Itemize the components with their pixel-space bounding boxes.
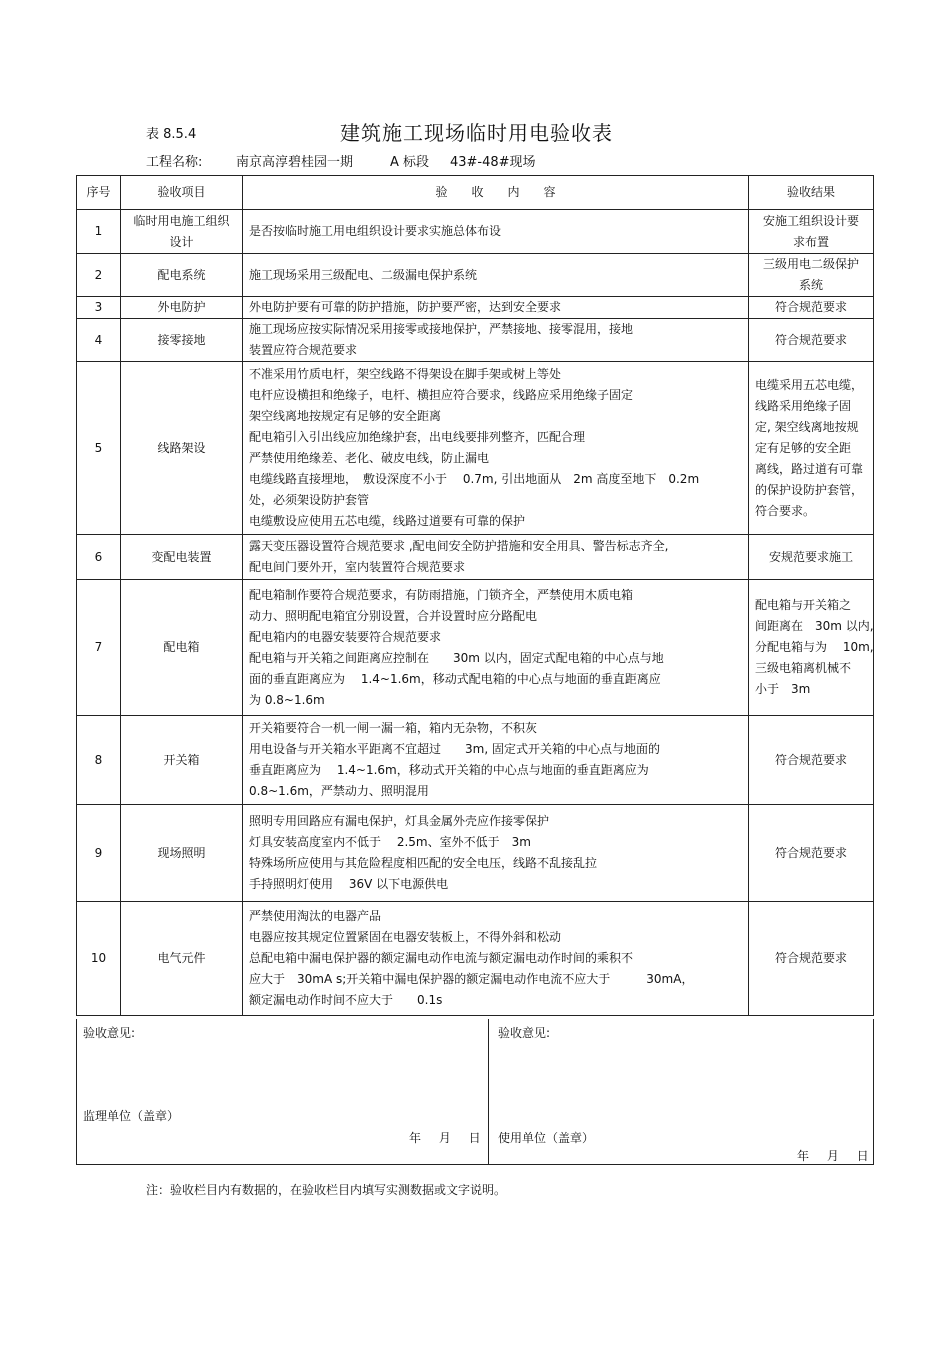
- row-result-line: 安施工组织设计要: [762, 213, 859, 228]
- row-item-line: 现场照明: [157, 845, 206, 860]
- col-header-item: 验收项目: [121, 176, 243, 210]
- row-result-line: 符合规范要求: [774, 752, 847, 767]
- row-item: [121, 210, 243, 254]
- row-result-line: 配电箱与开关箱之: [755, 598, 852, 612]
- row-number: 10: [77, 902, 121, 1016]
- row-content-line: 配电箱与开关箱之间距离应控制在 30m 以内，固定式配电箱的中心点与地: [249, 650, 664, 665]
- row-result: [749, 362, 874, 535]
- row-number: 2: [77, 254, 121, 297]
- row-item: [121, 535, 243, 580]
- table-header-row: [77, 176, 874, 210]
- opinion-label-left: 验收意见:: [83, 1026, 136, 1040]
- table-row: [77, 319, 874, 362]
- row-result: [749, 902, 874, 1016]
- row-result-line: 电缆采用五芯电缆，: [755, 377, 864, 392]
- row-content-line: 开关箱要符合一机一闸一漏一箱，箱内无杂物，不积灰: [249, 721, 538, 735]
- row-number: 6: [77, 535, 121, 580]
- row-result-line: 线路采用绝缘子固: [755, 398, 852, 413]
- table-row: [77, 362, 874, 535]
- footnote: 注：验收栏目内有数据的，在验收栏目内填写实测数据或文字说明。: [146, 1183, 507, 1197]
- row-result: [749, 580, 874, 716]
- table-number: 表 8.5.4: [146, 127, 197, 142]
- row-content: [243, 805, 749, 902]
- row-item: [121, 580, 243, 716]
- row-result-line: 离线，路过道有可靠: [755, 461, 864, 476]
- row-content-line: 施工现场应按实际情况采用接零或接地保护，严禁接地、接零混用，接地: [249, 322, 634, 336]
- row-content-line: 不准采用竹质电杆，架空线路不得架设在脚手架或树上等处: [249, 367, 562, 381]
- row-content-line: 电缆线路直接埋地， 敷设深度不小于 0.7m, 引出地面从 2m 高度至地下 0.2m: [249, 472, 700, 486]
- row-result-line: 系统: [798, 278, 823, 292]
- row-content-line: 配电箱引入引出线应加绝缘护套，出电线要排列整齐，匹配合理: [249, 430, 586, 444]
- row-result-line: 三级用电二级保护: [762, 257, 859, 271]
- row-result-line: 间距离在 30m 以内,: [755, 619, 874, 633]
- table-row: [77, 580, 874, 716]
- row-content-line: 电器应按其规定位置紧固在电器安装板上，不得外斜和松动: [249, 930, 562, 944]
- row-item: [121, 254, 243, 297]
- row-item: [121, 716, 243, 805]
- row-number: 8: [77, 716, 121, 805]
- row-content-line: 手持照明灯使用 36V 以下电源供电: [249, 877, 449, 891]
- project-range: 43#-48#现场: [450, 155, 536, 170]
- row-content-line: 垂直距离应为 1.4~1.6m，移动式开关箱的中心点与地面的垂直距离应为: [249, 763, 649, 777]
- row-content-line: 是否按临时施工用电组织设计要求实施总体布设: [249, 224, 502, 238]
- row-item: [121, 319, 243, 362]
- row-number: 5: [77, 362, 121, 535]
- row-content-line: 灯具安装高度室内不低于 2.5m、室外不低于 3m: [249, 835, 531, 849]
- table-row: [77, 297, 874, 319]
- project-name: 南京高淳碧桂园一期: [236, 155, 354, 170]
- row-number: 9: [77, 805, 121, 902]
- row-content: [243, 319, 749, 362]
- col-header-no: 序号: [77, 176, 121, 210]
- row-content: [243, 716, 749, 805]
- page-title: 建筑施工现场临时用电验收表: [340, 121, 613, 145]
- row-content-line: 0.8~1.6m，严禁动力、照明混用: [249, 784, 429, 798]
- row-item-line: 外电防护: [157, 300, 206, 314]
- project-segment: A 标段: [390, 155, 430, 170]
- row-result: [749, 805, 874, 902]
- row-item: [121, 805, 243, 902]
- project-label: 工程名称:: [146, 155, 203, 170]
- row-content-line: 架空线离地按规定有足够的安全距离: [249, 409, 442, 423]
- row-content: [243, 254, 749, 297]
- row-result: [749, 535, 874, 580]
- row-result-line: 符合规范要求: [774, 300, 847, 314]
- opinion-label-right: 验收意见:: [498, 1026, 551, 1040]
- row-content-line: 动力、照明配电箱宜分别设置，合并设置时应分路配电: [249, 608, 538, 623]
- row-content-line: 严禁使用淘汰的电器产品: [249, 909, 382, 923]
- acceptance-table: [76, 175, 874, 1016]
- row-result-line: 定, 架空线离地按规: [755, 419, 859, 434]
- row-content-line: 特殊场所应使用与其危险程度相匹配的安全电压，线路不乱接乱拉: [249, 856, 598, 870]
- row-number: 4: [77, 319, 121, 362]
- user-unit-seal-label: 使用单位（盖章）: [498, 1131, 595, 1145]
- row-result-line: 小于 3m: [755, 682, 811, 696]
- table-row: [77, 535, 874, 580]
- row-content-line: 露天变压器设置符合规范要求 ,配电间安全防护措施和安全用具、警告标志齐全,: [249, 539, 669, 553]
- row-content-line: 额定漏电动作时间不应大于 0.1s: [249, 993, 443, 1007]
- row-content: [243, 210, 749, 254]
- date-label-right: 年 月 日: [797, 1149, 869, 1163]
- row-result: [749, 254, 874, 297]
- row-result-line: 的保护设防护套管，: [755, 482, 864, 497]
- date-label-left: 年 月 日: [409, 1131, 481, 1145]
- row-content-line: 面的垂直距离应为 1.4~1.6m，移动式配电箱的中心点与地面的垂直距离应: [249, 671, 661, 686]
- row-content-line: 施工现场采用三级配电、二级漏电保护系统: [249, 267, 478, 282]
- signature-section: [76, 1019, 874, 1165]
- row-content-line: 配电箱内的电器安装要符合规范要求: [249, 629, 442, 644]
- row-content-line: 配电间门要外开，室内装置符合规范要求: [249, 560, 466, 574]
- row-result: [749, 319, 874, 362]
- row-item-line: 电气元件: [157, 951, 206, 965]
- row-content-line: 总配电箱中漏电保护器的额定漏电动作电流与额定漏电动作时间的乘积不: [249, 951, 634, 965]
- row-content-line: 用电设备与开关箱水平距离不宜超过 3m, 固定式开关箱的中心点与地面的: [249, 742, 660, 756]
- row-content-line: 电杆应设横担和绝缘子，电杆、横担应符合要求，线路应采用绝缘子固定: [249, 388, 634, 402]
- row-item-line: 接零接地: [157, 332, 206, 347]
- row-item-line: 设计: [169, 234, 194, 249]
- col-header-result: 验收结果: [749, 176, 874, 210]
- row-content-line: 照明专用回路应有漏电保护，灯具金属外壳应作接零保护: [249, 814, 550, 828]
- row-content: [243, 362, 749, 535]
- row-item-line: 临时用电施工组织: [133, 213, 230, 228]
- row-item-line: 变配电装置: [151, 549, 212, 564]
- row-content-line: 电缆敷设应使用五芯电缆，线路过道要有可靠的保护: [249, 514, 526, 528]
- row-item: [121, 297, 243, 319]
- row-content-line: 严禁使用绝缘差、老化、破皮电线，防止漏电: [249, 451, 490, 465]
- row-result: [749, 210, 874, 254]
- table-row: [77, 716, 874, 805]
- row-result-line: 符合要求。: [755, 503, 816, 518]
- row-content: [243, 902, 749, 1016]
- row-result-line: 分配电箱与为 10m,: [755, 640, 874, 654]
- row-item-line: 开关箱: [163, 752, 200, 767]
- row-number: 1: [77, 210, 121, 254]
- row-result-line: 安规范要求施工: [768, 549, 853, 564]
- row-result: [749, 297, 874, 319]
- row-content-line: 配电箱制作要符合规范要求，有防雨措施，门锁齐全，严禁使用木质电箱: [249, 587, 634, 602]
- table-row: [77, 254, 874, 297]
- row-result-line: 符合规范要求: [774, 845, 847, 860]
- row-content-line: 应大于 30mA s;开关箱中漏电保护器的额定漏电动作电流不应大于 30mA，: [249, 972, 694, 986]
- row-item: [121, 362, 243, 535]
- row-item-line: 配电系统: [157, 267, 206, 282]
- row-content-line: 外电防护要有可靠的防护措施，防护要严密，达到安全要求: [249, 300, 562, 314]
- row-content-line: 装置应符合规范要求: [249, 343, 358, 357]
- row-content: [243, 297, 749, 319]
- row-result-line: 符合规范要求: [774, 951, 847, 965]
- row-result: [749, 716, 874, 805]
- row-content-line: 为 0.8~1.6m: [249, 692, 325, 707]
- signature-divider: [488, 1019, 489, 1164]
- row-result-line: 符合规范要求: [774, 332, 847, 347]
- col-header-content: 验 收 内 容: [243, 176, 749, 210]
- table-row: [77, 210, 874, 254]
- row-content: [243, 580, 749, 716]
- row-item: [121, 902, 243, 1016]
- table-row: [77, 805, 874, 902]
- supervisor-seal-label: 监理单位（盖章）: [83, 1109, 180, 1123]
- row-item-line: 配电箱: [163, 640, 200, 654]
- row-content: [243, 535, 749, 580]
- row-result-line: 三级电箱离机械不: [755, 661, 852, 675]
- row-number: 3: [77, 297, 121, 319]
- row-number: 7: [77, 580, 121, 716]
- row-result-line: 求布置: [792, 234, 829, 249]
- table-row: [77, 902, 874, 1016]
- row-content-line: 处，必须架设防护套管: [249, 493, 370, 507]
- row-result-line: 定有足够的安全距: [755, 440, 852, 455]
- row-item-line: 线路架设: [157, 440, 206, 455]
